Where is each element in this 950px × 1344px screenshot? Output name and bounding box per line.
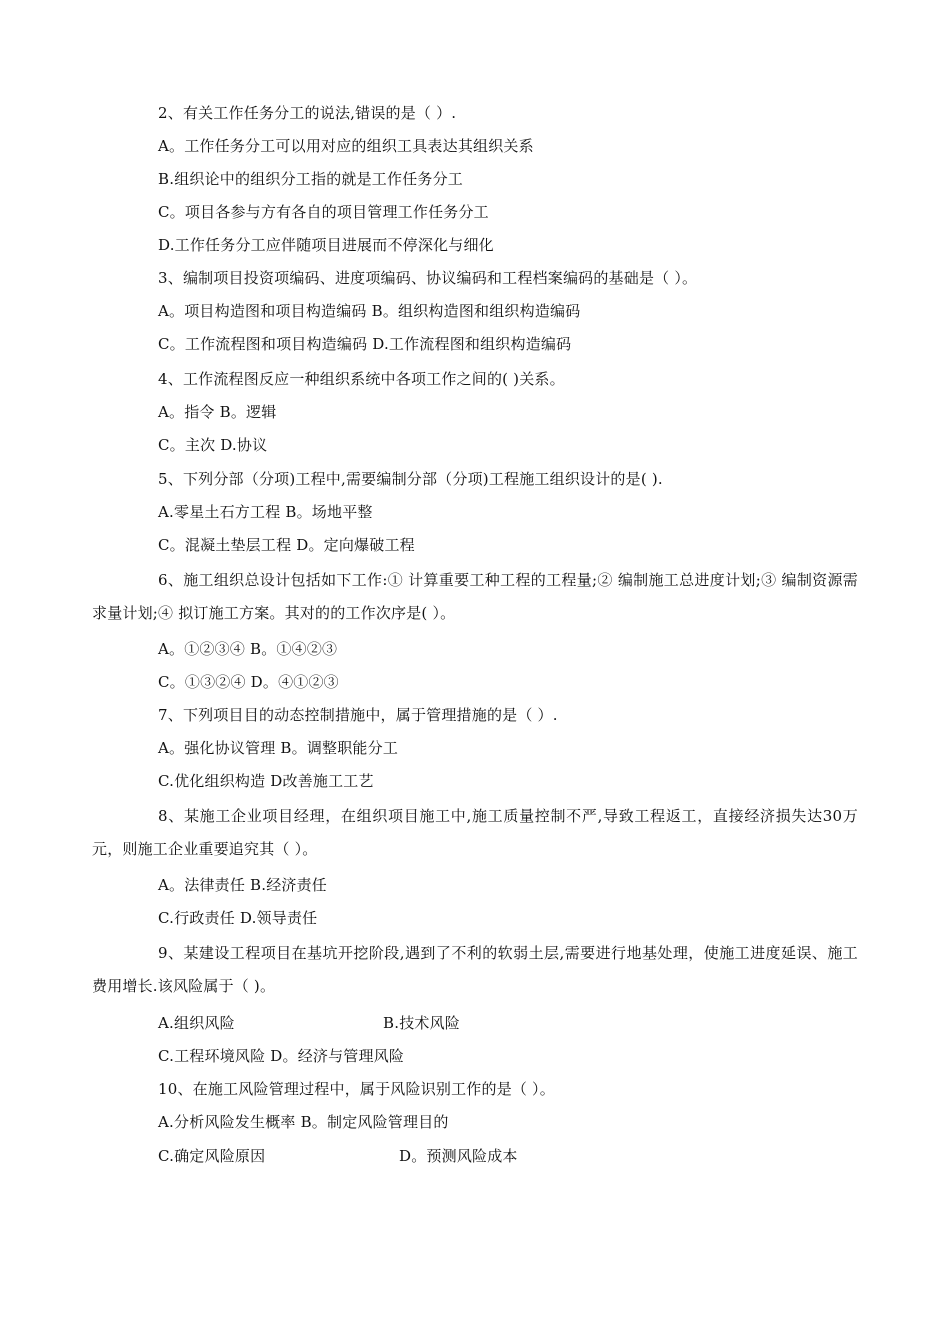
- question-5-options-ab: A.零星土石方工程 B。场地平整: [158, 503, 373, 521]
- question-4-options-cd: C。主次 D.协议: [158, 436, 268, 454]
- question-4: 4、工作流程图反应一种组织系统中各项工作之间的( )关系。: [158, 370, 565, 388]
- question-6-options-cd: C。①③②④ D。④①②③: [158, 673, 339, 691]
- question-2-option-c: C。项目各参与方有各自的项目管理工作任务分工: [158, 203, 489, 221]
- question-6: 6、施工组织总设计包括如下工作:① 计算重要工种工程的工程量;② 编制施工总进度计划;③ 编制资源需求量计划;④ 拟订施工方案。其对的的工作次序是( ）。: [92, 571, 858, 622]
- question-5: 5、下列分部（分项)工程中,需要编制分部（分项)工程施工组织设计的是( ).: [158, 470, 663, 488]
- question-8: 8、某施工企业项目经理，在组织项目施工中,施工质量控制不严,导致工程返工，直接经济损失达30万元，则施工企业重要追究其（ ）。: [92, 807, 858, 858]
- question-10-option-c: C.确定风险原因: [158, 1147, 266, 1165]
- question-10-options-ab: A.分析风险发生概率 B。制定风险管理目的: [158, 1113, 449, 1131]
- question-3: 3、编制项目投资项编码、进度项编码、协议编码和工程档案编码的基础是（ ）。: [158, 269, 698, 287]
- question-8-options-cd: C.行政责任 D.领导责任: [158, 909, 318, 927]
- question-5-options-cd: C。混凝土垫层工程 D。定向爆破工程: [158, 536, 415, 554]
- question-9: 9、某建设工程项目在基坑开挖阶段,遇到了不利的软弱土层,需要进行地基处理，使施工进度延误、施工费用增长.该风险属于（ )。: [92, 944, 858, 995]
- question-3-options-cd: C。工作流程图和项目构造编码 D.工作流程图和组织构造编码: [158, 335, 572, 353]
- question-10: 10、在施工风险管理过程中，属于风险识别工作的是（ ）。: [158, 1080, 555, 1098]
- question-7-options-ab: A。强化协议管理 B。调整职能分工: [158, 739, 399, 757]
- question-9-options-cd: C.工程环境风险 D。经济与管理风险: [158, 1047, 405, 1065]
- question-10-option-d: D。预测风险成本: [399, 1147, 518, 1165]
- question-6-options-ab: A。①②③④ B。①④②③: [158, 640, 338, 658]
- question-9-option-a: A.组织风险: [158, 1014, 235, 1032]
- question-8-options-ab: A。法律责任 B.经济责任: [158, 876, 327, 894]
- question-2: 2、有关工作任务分工的说法,错误的是（ ）.: [158, 104, 457, 122]
- question-9-option-b: B.技术风险: [383, 1014, 460, 1032]
- question-2-option-d: D.工作任务分工应伴随项目进展而不停深化与细化: [158, 236, 494, 254]
- question-4-options-ab: A。指令 B。逻辑: [158, 403, 277, 421]
- question-3-options-ab: A。项目构造图和项目构造编码 B。组织构造图和组织构造编码: [158, 302, 581, 320]
- question-2-option-a: A。工作任务分工可以用对应的组织工具表达其组织关系: [158, 137, 534, 155]
- question-7: 7、下列项目目的动态控制措施中，属于管理措施的是（ ）.: [158, 706, 558, 724]
- question-2-option-b: B.组织论中的组织分工指的就是工作任务分工: [158, 170, 463, 188]
- question-7-options-cd: C.优化组织构造 D改善施工工艺: [158, 772, 374, 790]
